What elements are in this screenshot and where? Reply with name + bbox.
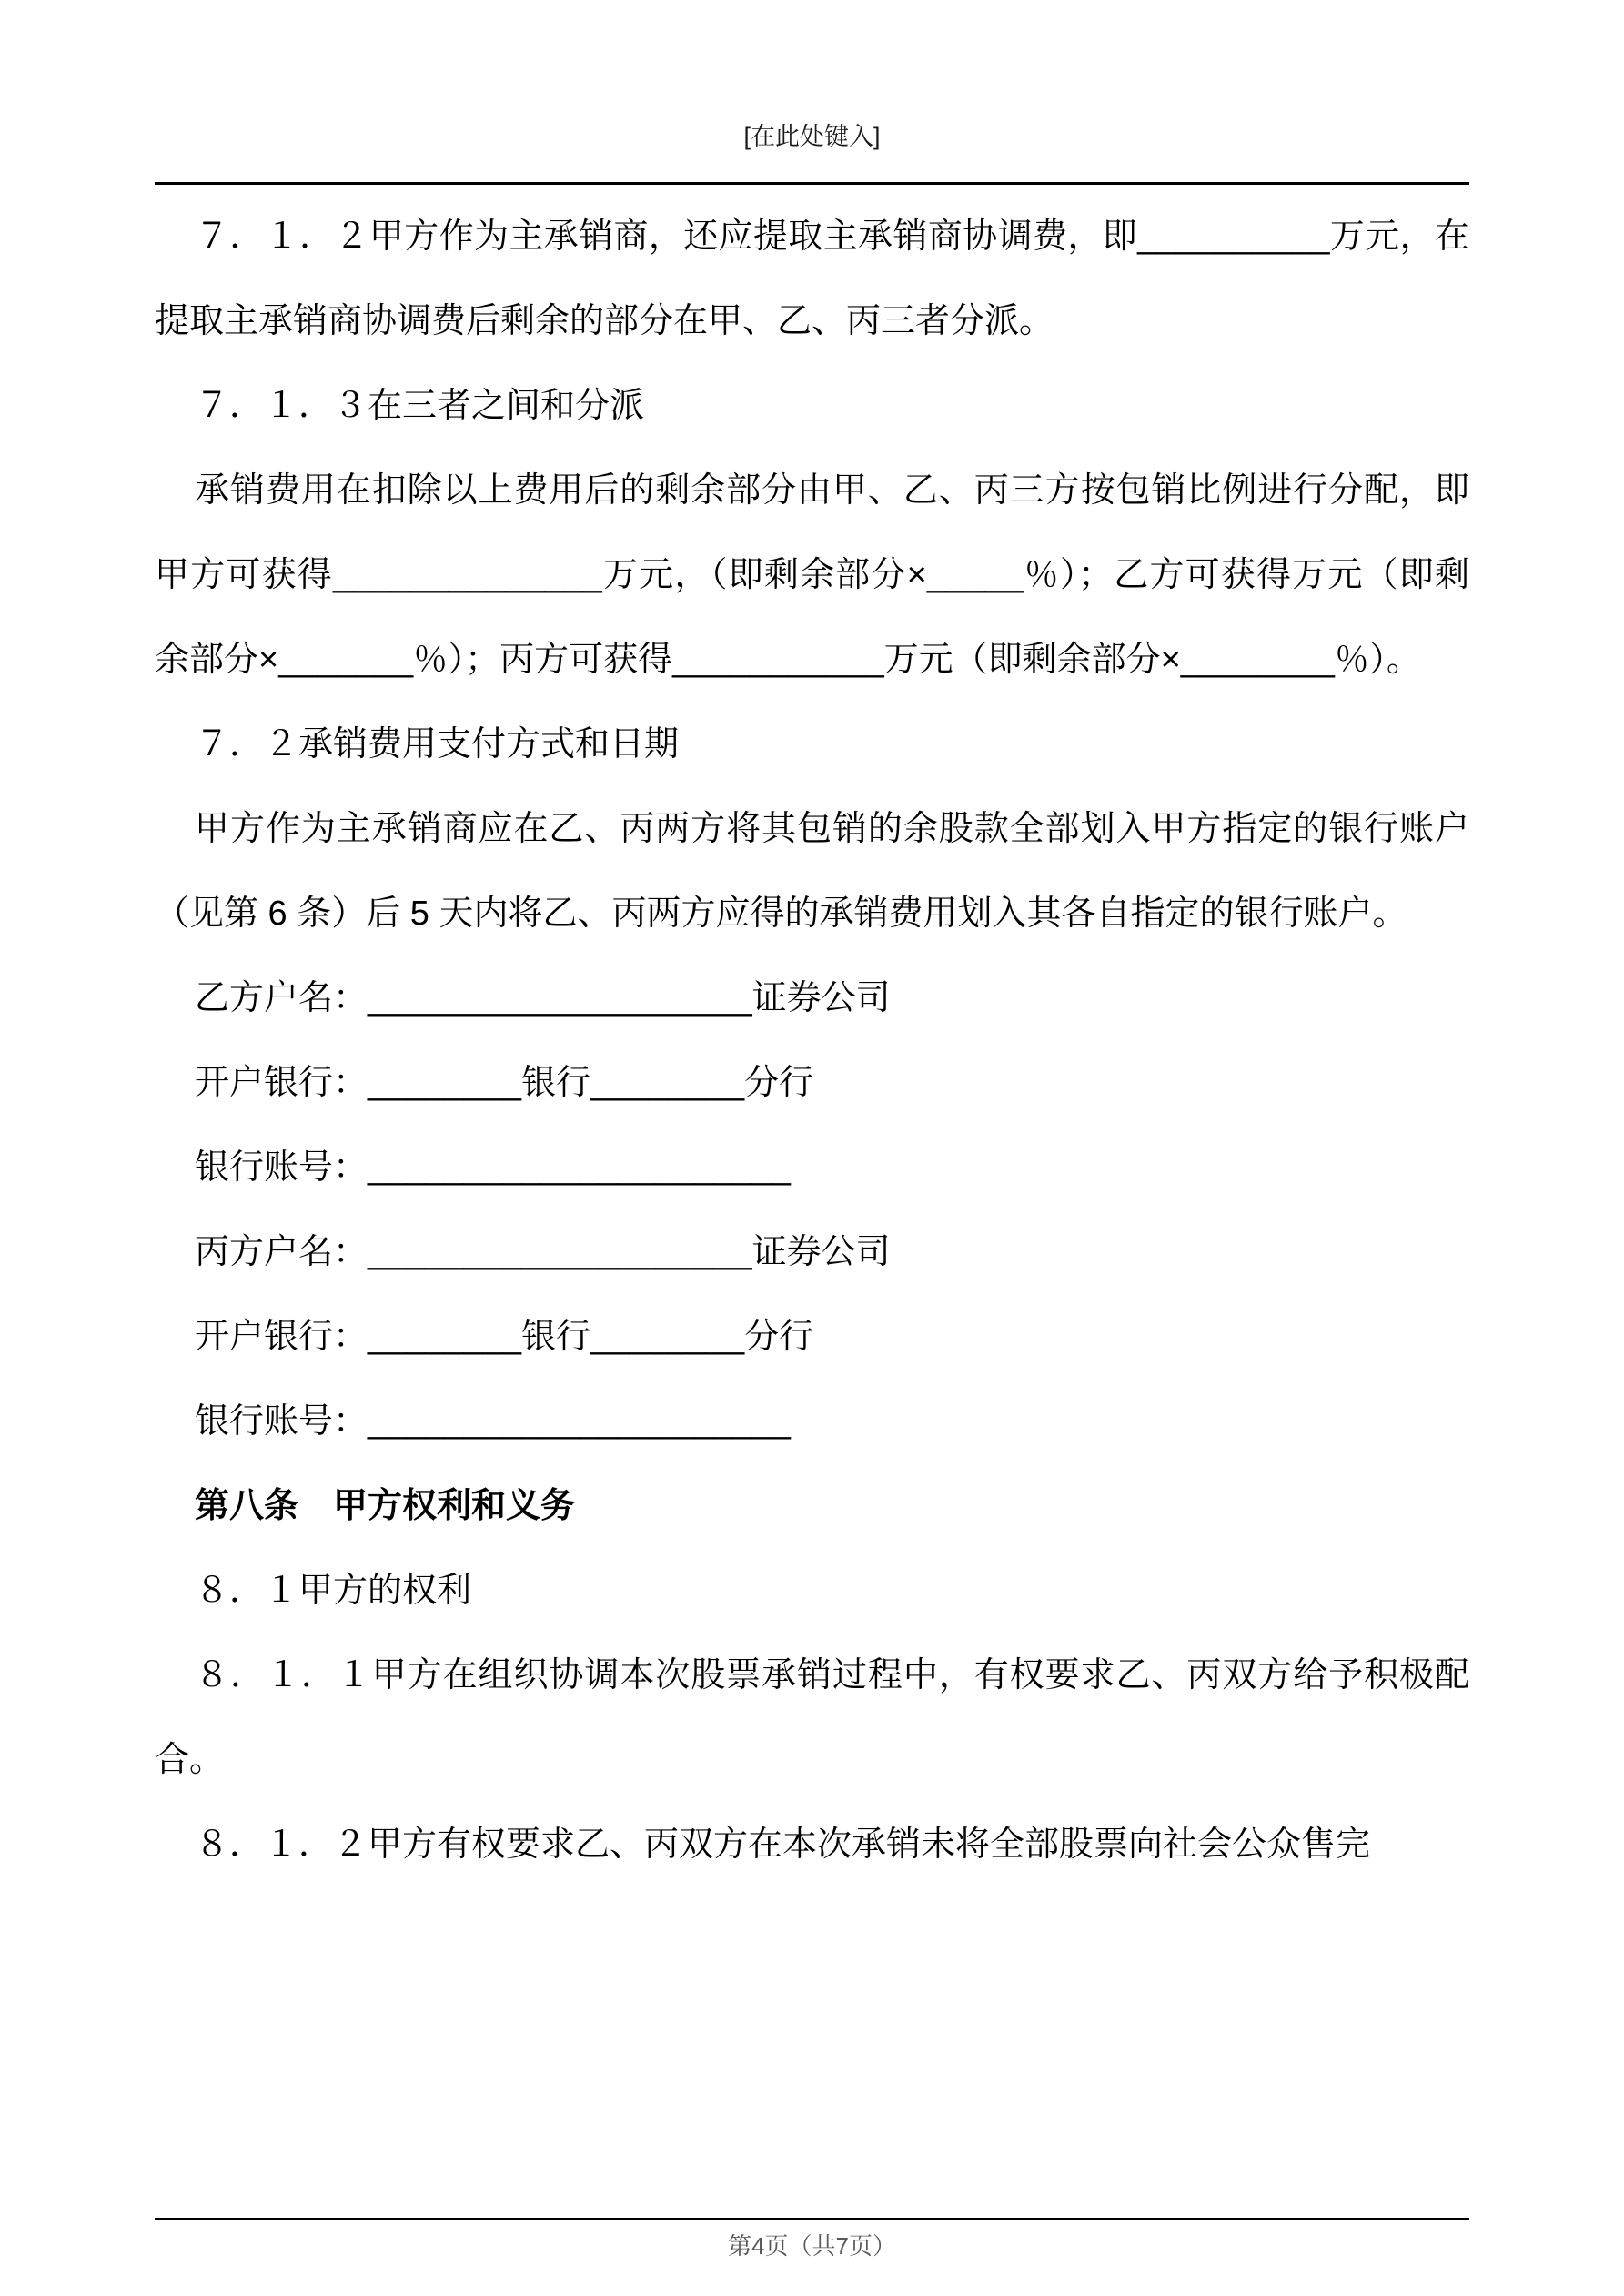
paragraph-8-1-1: ８．１．１甲方在组织协调本次股票承销过程中，有权要求乙、丙双方给予积极配合。 xyxy=(155,1656,1469,1779)
paragraph-7-2: ７．２承销费用支付方式和日期 xyxy=(195,725,680,764)
paragraph-fee-distribution: 承销费用在扣除以上费用后的剩余部分由甲、乙、丙三方按包销比例进行分配，即甲方可获得______________万元，（即剩余部分×_____％）；乙方可获得万元（即剩余部分×_______％）；丙方可获得___________万元（即剩余部分×________％）。 xyxy=(155,471,1469,679)
document-body xyxy=(155,195,1469,1887)
paragraph-7-1-3: ７．１．３在三者之间和分派 xyxy=(195,387,645,425)
section-heading-article-8: 第八条 甲方权利和义务 xyxy=(195,1487,576,1525)
paragraph-7-1-2: ７．１．２甲方作为主承销商，还应提取主承销商协调费，即__________万元，在提取主承销商协调费后剩余的部分在甲、乙、丙三者分派。 xyxy=(155,217,1469,340)
paragraph-party-c-account-name: 丙方户名：____________________证券公司 xyxy=(195,1233,891,1271)
paragraph-party-b-account-name: 乙方户名：____________________证券公司 xyxy=(195,979,891,1017)
footer-rule xyxy=(155,2218,1469,2220)
paragraph-8-1: ８．１甲方的权利 xyxy=(195,1572,472,1610)
paragraph-party-c-account-number: 银行账号：______________________ xyxy=(195,1402,791,1441)
paragraph-8-1-2: ８．１．２甲方有权要求乙、丙双方在本次承销未将全部股票向社会公众售完 xyxy=(195,1826,1371,1864)
paragraph-party-b-account-number: 银行账号：______________________ xyxy=(195,1148,791,1187)
page-number-text: 第4页（共7页） xyxy=(728,2232,896,2260)
paragraph-party-c-bank: 开户银行：________银行________分行 xyxy=(195,1318,814,1356)
page-footer xyxy=(0,2228,1624,2261)
page-header xyxy=(0,116,1624,152)
paragraph-payment-terms: 甲方作为主承销商应在乙、丙两方将其包销的余股款全部划入甲方指定的银行账户（见第 6 条）后 5 天内将乙、丙两方应得的承销费用划入其各自指定的银行账户。 xyxy=(155,810,1469,933)
paragraph-party-b-bank: 开户银行：________银行________分行 xyxy=(195,1064,814,1102)
header-placeholder-text: [在此处键入] xyxy=(743,123,881,150)
header-rule xyxy=(155,182,1469,185)
